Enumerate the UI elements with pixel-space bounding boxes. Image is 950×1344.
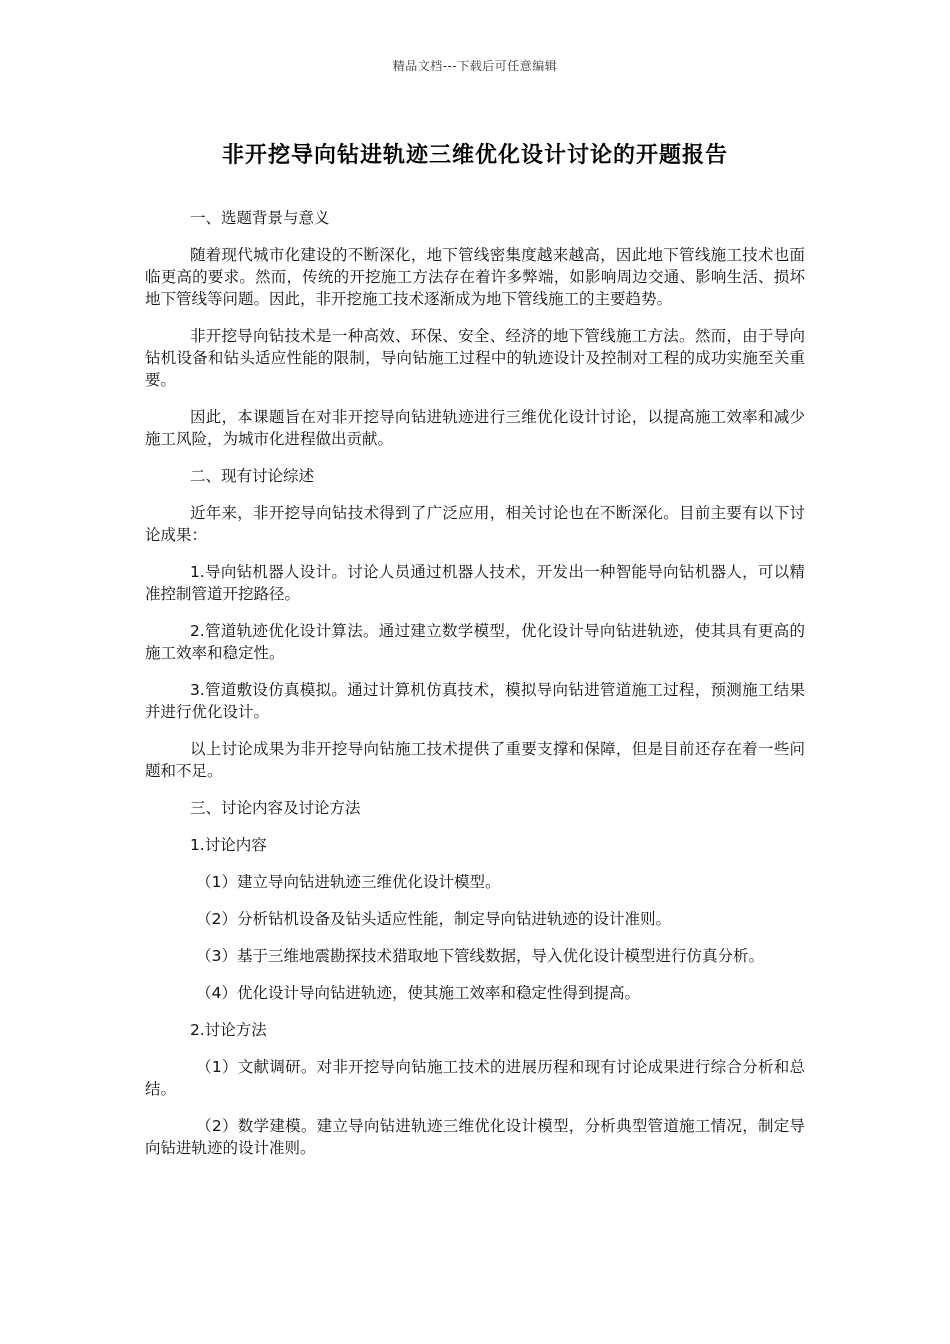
section-heading-content-methods: 三、讨论内容及讨论方法 xyxy=(189,799,361,817)
list-item: （3）基于三维地震勘探技术猎取地下管线数据，导入优化设计模型进行仿真分析。 xyxy=(196,947,765,965)
subheading-methods: 2.讨论方法 xyxy=(189,1021,267,1039)
document-title: 非开挖导向钻进轨迹三维优化设计讨论的开题报告 xyxy=(221,143,728,168)
paragraph: 近年来，非开挖导向钻技术得到了广泛应用，相关讨论也在不断深化。目前主要有以下讨论成果： xyxy=(145,504,805,544)
list-item: （2）分析钻机设备及钻头适应性能，制定导向钻进轨迹的设计准则。 xyxy=(196,910,672,928)
document-body xyxy=(145,207,805,1174)
list-item: （1）建立导向钻进轨迹三维优化设计模型。 xyxy=(196,873,501,891)
paragraph: 非开挖导向钻技术是一种高效、环保、安全、经济的地下管线施工方法。然而，由于导向钻机设备和钻头适应性能的限制，导向钻施工过程中的轨迹设计及控制对工程的成功实施至关重要。 xyxy=(145,327,805,389)
paragraph: 以上讨论成果为非开挖导向钻施工技术提供了重要支撑和保障，但是目前还存在着一些问题和不足。 xyxy=(145,740,805,780)
paragraph: 随着现代城市化建设的不断深化，地下管线密集度越来越高，因此地下管线施工技术也面临更高的要求。然而，传统的开挖施工方法存在着许多弊端，如影响周边交通、影响生活、损坏地下管线等问题。因此，非开挖施工技术逐渐成为地下管线施工的主要趋势。 xyxy=(145,246,805,308)
list-item: 1.导向钻机器人设计。讨论人员通过机器人技术，开发出一种智能导向钻机器人，可以精准控制管道开挖路径。 xyxy=(145,563,805,603)
list-item: （4）优化设计导向钻进轨迹，使其施工效率和稳定性得到提高。 xyxy=(196,984,641,1002)
subheading-content: 1.讨论内容 xyxy=(189,836,267,854)
list-item: （2）数学建模。建立导向钻进轨迹三维优化设计模型，分析典型管道施工情况，制定导向钻进轨迹的设计准则。 xyxy=(145,1117,805,1157)
list-item: 2.管道轨迹优化设计算法。通过建立数学模型，优化设计导向钻进轨迹，使其具有更高的施工效率和稳定性。 xyxy=(145,622,805,662)
header-note: 精品文档---下载后可任意编辑 xyxy=(392,59,558,73)
paragraph: 因此，本课题旨在对非开挖导向钻进轨迹进行三维优化设计讨论，以提高施工效率和减少施工风险，为城市化进程做出贡献。 xyxy=(145,408,805,448)
list-item: （1）文献调研。对非开挖导向钻施工技术的进展历程和现有讨论成果进行综合分析和总结。 xyxy=(145,1058,805,1098)
list-item: 3.管道敷设仿真模拟。通过计算机仿真技术，模拟导向钻进管道施工过程，预测施工结果并进行优化设计。 xyxy=(145,681,805,721)
section-heading-review: 二、现有讨论综述 xyxy=(189,467,314,485)
section-heading-background: 一、选题背景与意义 xyxy=(189,209,330,227)
